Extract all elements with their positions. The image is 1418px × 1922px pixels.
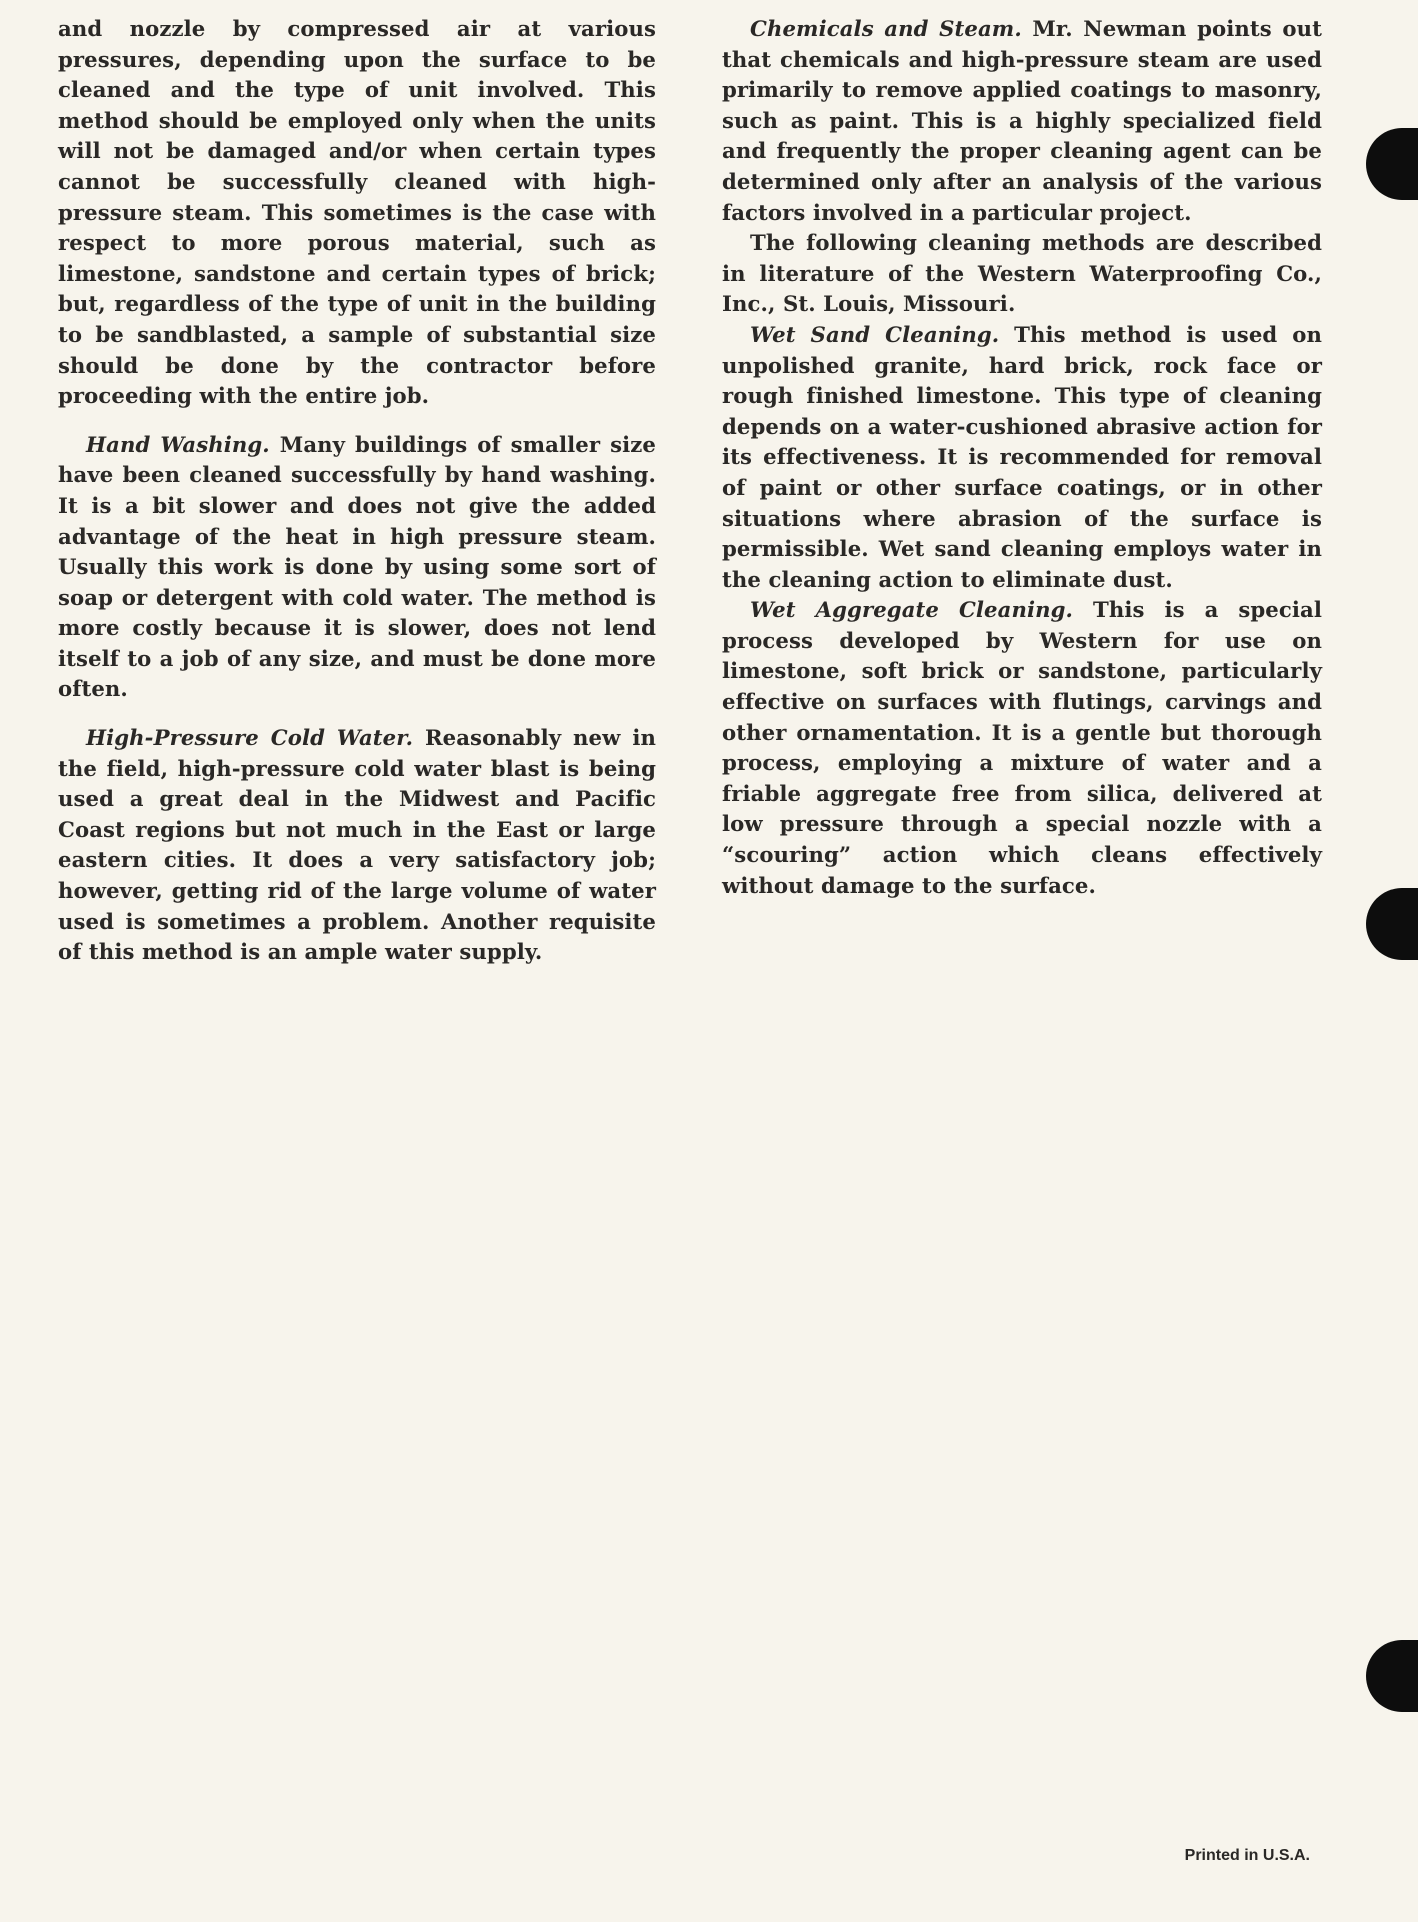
paragraph-sandblasting-continued (58, 14, 656, 412)
binder-hole-top (1366, 128, 1418, 200)
paragraph-text: The following cleaning methods are described in literature of the Western Waterproofing Co., Inc., St. Louis, Missouri. (722, 230, 1322, 317)
paragraph-text: This method is used on unpolished granite, hard brick, rock face or rough finished limestone. This type of cleaning depends on a water-cushioned abrasive action for its effectiveness. It is recommended for removal of paint or other surface coatings, or in other situations where abrasion of the surface is permissible. Wet sand cleaning employs water in the cleaning action to eliminate dust. (722, 321, 1322, 592)
section-heading-wet-aggregate-cleaning: Wet Aggregate Cleaning. (750, 597, 1074, 623)
paragraph-wet-aggregate-cleaning (722, 595, 1322, 901)
paragraph-high-pressure-cold-water (58, 723, 656, 968)
binder-hole-bottom (1366, 1640, 1418, 1712)
binder-hole-middle (1366, 888, 1418, 960)
paragraph-wet-sand-cleaning (722, 320, 1322, 595)
paragraph-text: Reasonably new in the field, high-pressure cold water blast is being used a great deal in the Midwest and Pacific Coast regions but not much in the East or large eastern cities. It does a very satisfactory job; however, getting rid of the large volume of water used is sometimes a problem. Another requisite of this method is an ample water supply. (58, 725, 656, 965)
paragraph-text: and nozzle by compressed air at various pressures, depending upon the surface to be cleaned and the type of unit involved. This method should be employed only when the units will not be damaged and/or when certain types cannot be successfully cleaned with high-pressure steam. This sometimes is the case with respect to more porous material, such as limestone, sandstone and certain types of brick; but, regardless of the type of unit in the building to be sandblasted, a sample of substantial size should be done by the contractor before proceeding with the entire job. (58, 16, 656, 409)
printed-in-usa-footer: Printed in U.S.A. (1184, 1847, 1310, 1864)
right-column (722, 14, 1322, 901)
paragraph-chemicals-and-steam (722, 14, 1322, 228)
paragraph-text: Many buildings of smaller size have been cleaned successfully by hand washing. It is a bit slower and does not give the added advantage of the heat in high pressure steam. Usually this work is done by using some sort of soap or detergent with cold water. The method is more costly because it is slower, does not lend itself to a job of any size, and must be done more often. (58, 431, 656, 702)
paragraph-text: This is a special process developed by Western for use on limestone, soft brick or sandstone, particularly effective on surfaces with flutings, carvings and other ornamentation. It is a gentle but thorough process, employing a mixture of water and a friable aggregate free from silica, delivered at low pressure through a special nozzle with a “scouring” action which cleans effectively without damage to the surface. (722, 597, 1322, 898)
section-heading-chemicals-and-steam: Chemicals and Steam. (750, 16, 1022, 41)
paragraph-text: Mr. Newman points out that chemicals and high-pressure steam are used primarily to remove applied coatings to masonry, such as paint. This is a highly specialized field and frequently the proper cleaning agent can be determined only after an analysis of the various factors involved in a particular project. (722, 16, 1322, 225)
left-column (58, 14, 656, 968)
section-heading-high-pressure-cold-water: High-Pressure Cold Water. (86, 725, 414, 751)
section-heading-hand-washing: Hand Washing. (86, 431, 270, 457)
section-heading-wet-sand-cleaning: Wet Sand Cleaning. (750, 321, 1000, 347)
paragraph-western-waterproofing-intro (722, 228, 1322, 320)
paragraph-hand-washing (58, 430, 656, 705)
